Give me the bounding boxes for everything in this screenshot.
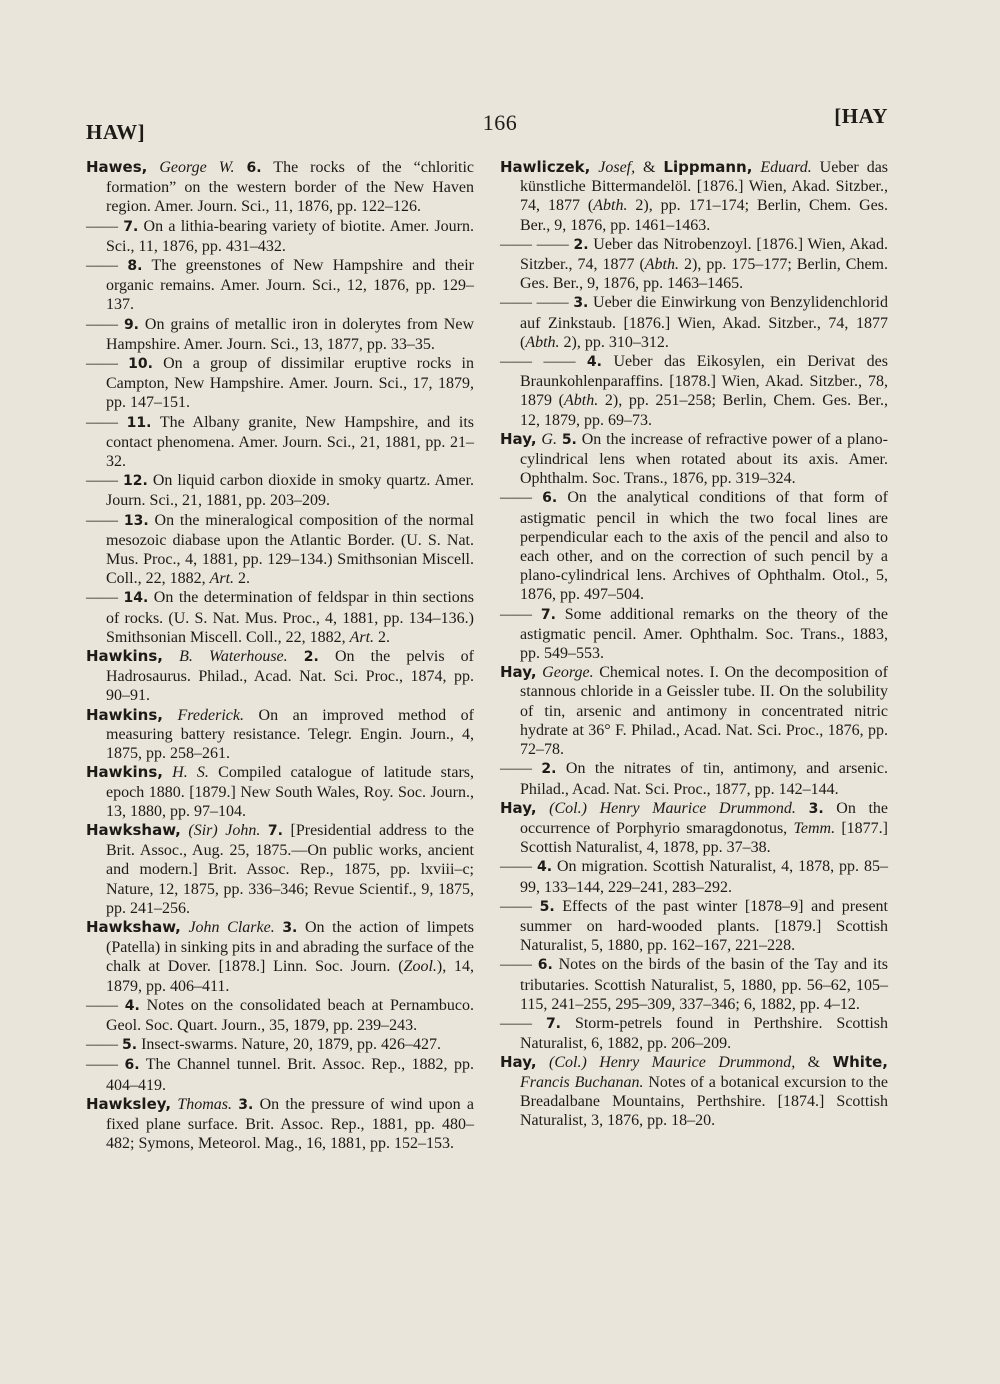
- bibliography-subentry: [500, 352, 888, 430]
- entry-text: 2.: [374, 628, 391, 646]
- italic-text: Abth.: [525, 333, 560, 351]
- entry-text: On the action of limpets (Patella) in sinking pits in and abrading the surface of the chalk at Dover. [1878.] Linn. Soc. Journ. (: [106, 918, 475, 976]
- author-name: White,: [832, 1053, 888, 1072]
- bibliography-entry: [500, 430, 888, 489]
- entry-number: 2.: [303, 649, 319, 666]
- entry-text: Insect-swarms. Nature, 20, 1879, pp. 426–427.: [137, 1036, 442, 1054]
- entry-text: On the determination of feldspar in thin sections of rocks. (U. S. Nat. Mus. Proc., 4, 1881, pp. 134–136.) Smithsonian Miscell. Coll., 22, 1882,: [106, 589, 475, 646]
- entry-number: 3.: [282, 919, 298, 936]
- italic-text: Abth.: [644, 256, 679, 274]
- entry-number: 6.: [537, 957, 553, 974]
- author-given-name: H. S.: [172, 764, 209, 782]
- entry-text: ——: [86, 1036, 122, 1054]
- entry-number: 4.: [124, 997, 140, 1014]
- entry-text: —— ——: [500, 294, 574, 312]
- author-given-name: Josef,: [598, 159, 636, 176]
- entry-number: 10.: [128, 356, 153, 373]
- entry-text: 2), pp. 251–258; Berlin, Chem. Ges. Ber., 12, 1879, pp. 69–73.: [520, 392, 888, 429]
- entry-text: The Channel tunnel. Brit. Assoc. Rep., 1882, pp. 404–419.: [106, 1056, 475, 1094]
- entry-text: Storm-petrels found in Perthshire. Scottish Naturalist, 6, 1882, pp. 206–209.: [520, 1014, 888, 1053]
- entry-number: 12.: [123, 473, 148, 490]
- author-name: Hawkshaw,: [86, 820, 181, 839]
- entry-text: 2), pp. 171–174; Berlin, Chem. Ges. Ber., 9, 1876, pp. 1461–1463.: [520, 197, 889, 234]
- bibliography-entry: [500, 158, 888, 235]
- italic-text: Art.: [349, 628, 375, 646]
- entry-number: 3.: [573, 295, 589, 312]
- entry-number: 6.: [124, 1057, 140, 1074]
- entry-text: —— ——: [500, 235, 574, 253]
- entry-number: 11.: [126, 414, 152, 431]
- bibliography-entry: [86, 763, 474, 821]
- entry-number: 6.: [246, 160, 262, 176]
- author-given-name: George W.: [159, 159, 235, 176]
- entry-text: [163, 648, 179, 665]
- entry-text: On the mineralogical composition of the normal mesozoic diabase upon the Atlantic Border. (U. S. Nat. Mus. Proc., 4, 1881, pp. 129–134.) Smithsonian Miscell. Coll., 22, 1882,: [106, 511, 474, 588]
- bibliography-subentry: [500, 605, 888, 664]
- entry-number: 7.: [540, 606, 556, 623]
- author-name: Lippmann,: [663, 158, 753, 176]
- entry-text: ——: [500, 1014, 546, 1032]
- entry-number: 6.: [542, 490, 558, 507]
- entry-text: On the nitrates of tin, antimony, and arsenic. Philad., Acad. Nat. Sci. Proc., 1877, pp. 142–144.: [520, 760, 889, 798]
- entry-text: ——: [86, 217, 124, 235]
- bibliography-subentry: [86, 588, 474, 647]
- entry-text: &: [635, 159, 664, 176]
- entry-number: 7.: [267, 822, 283, 839]
- entry-text: ——: [86, 589, 124, 607]
- entry-text: ——: [86, 1056, 125, 1074]
- entry-number: 5.: [561, 431, 577, 448]
- entry-text: [235, 159, 247, 176]
- bibliography-subentry: [86, 996, 474, 1035]
- author-given-name: Thomas.: [177, 1095, 233, 1113]
- italic-text: Abth.: [564, 392, 599, 410]
- author-name: Hawkins,: [86, 763, 163, 782]
- entry-text: On the occurrence of Porphyrio smaragdonotus,: [520, 799, 889, 837]
- entry-text: 2), pp. 175–177; Berlin, Chem. Ges. Ber., 9, 1876, pp. 1463–1465.: [520, 256, 889, 293]
- entry-text: ——: [86, 355, 129, 373]
- bibliography-subentry: [86, 1035, 474, 1055]
- entry-text: On grains of metallic iron in dolerytes from New Hampshire. Amer. Journ. Sci., 13, 1877, pp. 33–35.: [106, 315, 475, 353]
- author-given-name: Eduard.: [760, 159, 812, 176]
- author-name: Hay,: [500, 429, 537, 448]
- entry-text: ——: [86, 996, 125, 1014]
- entry-number: 4.: [586, 354, 602, 371]
- bibliography-subentry: [86, 1055, 474, 1094]
- entry-text: On migration. Scottish Naturalist, 4, 1878, pp. 85–99, 133–144, 229–241, 283–292.: [520, 858, 889, 896]
- bibliography-entry: [86, 1095, 474, 1154]
- bibliography-entry: [86, 158, 474, 217]
- entry-number: 7.: [123, 218, 139, 235]
- author-name: Hawkins,: [86, 705, 163, 724]
- italic-text: Abth.: [593, 197, 628, 215]
- author-given-name: Francis Buchanan.: [520, 1073, 644, 1091]
- author-given-name: John Clarke.: [188, 918, 275, 936]
- entry-text: The Albany granite, New Hampshire, and its contact phenomena. Amer. Journ. Sci., 21, 1881, pp. 21–32.: [106, 413, 475, 471]
- entry-text: [1877.] Scottish Naturalist, 4, 1878, pp. 37–38.: [520, 819, 888, 857]
- entry-number: 2.: [541, 761, 557, 778]
- bibliography-subentry: [86, 256, 474, 315]
- entry-text: On a lithia-bearing variety of biotite. Amer. Journ. Sci., 11, 1876, pp. 431–432.: [106, 217, 474, 255]
- entry-number: 14.: [123, 590, 149, 607]
- entry-text: 2.: [234, 570, 251, 588]
- entry-text: The greenstones of New Hampshire and their organic remains. Amer. Journ. Sci., 12, 1876, pp. 129–137.: [106, 257, 475, 314]
- entry-text: Notes of a botanical excursion to the Breadalbane Mountains, Perthshire. [1874.] Scottish Naturalist, 3, 1876, pp. 18–20.: [520, 1073, 888, 1129]
- author-given-name: (Col.) Henry Maurice Drummond.: [549, 799, 796, 817]
- entry-text: [163, 764, 172, 781]
- entry-text: Notes on the consolidated beach at Pernambuco. Geol. Soc. Quart. Journ., 35, 1879, pp. 239–243.: [106, 996, 474, 1034]
- entry-text: ——: [500, 605, 541, 623]
- left-column: [86, 158, 474, 1153]
- bibliography-subentry: [86, 354, 474, 413]
- entry-number: 13.: [123, 512, 149, 529]
- entry-text: Ueber die Einwirkung von Benzylidenchlorid auf Zinkstaub. [1876.] Wien, Akad. Sitzber., 74, 1877 (: [520, 294, 889, 351]
- bibliography-subentry: [500, 857, 888, 896]
- entry-text: [288, 648, 304, 665]
- entry-text: [537, 1054, 549, 1071]
- author-given-name: (Sir) John.: [188, 821, 261, 839]
- italic-text: Zool.: [403, 958, 437, 976]
- author-name: Hawkins,: [86, 647, 163, 666]
- author-name: Hawes,: [86, 158, 148, 176]
- entry-text: Effects of the past winter [1878–9] and present summer on hard-wooded plants. [1879.] Scottish Naturalist, 5, 1880, pp. 162–167, 221–228.: [520, 897, 889, 955]
- entry-number: 2.: [573, 236, 589, 253]
- author-given-name: Frederick.: [177, 706, 244, 724]
- entry-text: The rocks of the “chloritic formation” on the western border of the New Haven region. Amer. Journ. Sci., 11, 1876, pp. 122–126.: [106, 159, 475, 216]
- bibliography-subentry: [500, 897, 888, 956]
- entry-text: ——: [86, 472, 124, 490]
- bibliography-subentry: [86, 413, 474, 472]
- author-given-name: George.: [542, 664, 594, 682]
- running-head-left: HAW]: [86, 120, 146, 144]
- bibliography-subentry: [500, 955, 888, 1014]
- entry-text: ——: [86, 315, 124, 333]
- entry-text: [796, 800, 809, 817]
- entry-text: On the pressure of wind upon a fixed plane surface. Brit. Assoc. Rep., 1881, pp. 480–482; Symons, Meteorol. Mag., 16, 1881, pp. 152–153.: [106, 1095, 475, 1153]
- bibliography-entry: [86, 918, 474, 996]
- entry-text: Notes on the birds of the basin of the Tay and its tributaries. Scottish Naturalist, 5, 1880, pp. 56–62, 105–115, 241–255, 295–309, 337–346; 6, 1882, pp. 4–12.: [520, 956, 889, 1013]
- entry-text: Ueber das Nitrobenzoyl. [1876.] Wien, Akad. Sitzber., 74, 1877 (: [520, 235, 889, 274]
- bibliography-entry: [86, 706, 474, 764]
- entry-text: ——: [500, 956, 538, 974]
- bibliography-entry: [500, 663, 888, 759]
- bibliography-subentry: [500, 1014, 888, 1053]
- italic-text: Art.: [209, 570, 235, 588]
- entry-text: ), 14, 1879, pp. 406–411.: [106, 958, 475, 995]
- entry-text: —— ——: [500, 353, 587, 371]
- entry-text: ——: [86, 257, 128, 275]
- entry-number: 7.: [545, 1015, 561, 1032]
- entry-number: 8.: [127, 258, 143, 275]
- page-number: 166: [482, 110, 518, 135]
- bibliography-entry: [86, 647, 474, 706]
- author-name: Hawliczek,: [500, 158, 591, 176]
- entry-text: Chemical notes. I. On the decomposition of stannous chloride in a Geissler tube. II. On the solubility of tin, arsenic and antimony in concentrated nitric hydrate at 36° F. Philad., Acad. Nat. Sci. Proc., 1876, pp. 72–78.: [520, 664, 889, 759]
- entry-number: 9.: [123, 316, 139, 333]
- entry-number: 3.: [808, 800, 824, 817]
- author-name: Hay,: [500, 1053, 537, 1072]
- entry-number: 4.: [536, 859, 553, 876]
- bibliography-subentry: [500, 235, 888, 294]
- author-name: Hay,: [500, 663, 537, 682]
- bibliography-subentry: [500, 488, 888, 604]
- bibliography-entry: [86, 821, 474, 918]
- entry-text: Ueber das Eikosylen, ein Derivat des Braunkohlenparaffins. [1878.] Wien, Akad. Sitzber., 78, 1879 (: [520, 353, 888, 410]
- entry-text: ——: [500, 858, 537, 876]
- running-head-right: [HAY: [834, 104, 888, 128]
- entry-text: [147, 159, 159, 176]
- author-given-name: B. Waterhouse.: [179, 648, 288, 666]
- entry-text: On an improved method of measuring battery resistance. Telegr. Engin. Journ., 4, 1875, pp. 258–261.: [106, 706, 475, 763]
- bibliography-subentry: [500, 293, 888, 352]
- author-name: Hay,: [500, 798, 537, 817]
- bibliography-subentry: [86, 315, 474, 354]
- entry-text: ——: [500, 489, 543, 507]
- bibliography-entry: [500, 1053, 888, 1130]
- entry-text: [163, 707, 178, 724]
- entry-text: On the analytical conditions of that form of astigmatic pencil in which the two focal lines are perpendicular each to the axis of the pencil and also to each other, and on the correction of such pencil by a plano-cylindrical lens. Archives of Ophthalm. Otol., 5, 1876, pp. 497–504.: [520, 489, 889, 604]
- entry-number: 5.: [122, 1037, 138, 1054]
- entry-text: [537, 800, 550, 817]
- entry-number: 3.: [238, 1096, 254, 1113]
- entry-text: Ueber das künstliche Bittermandelöl. [1876.] Wien, Akad. Sitzber., 74, 1877 (: [520, 159, 889, 215]
- entry-text: On the pelvis of Hadrosaurus. Philad., Acad. Nat. Sci. Proc., 1874, pp. 90–91.: [106, 648, 474, 705]
- entry-text: [Presidential address to the Brit. Assoc., Aug. 25, 1875.—On public works, ancient and modern.] Brit. Assoc. Rep., 1875, pp. lxviii–c; Nature, 12, 1875, pp. 336–346; Revue Scientif., 9, 1875, pp. 241–256.: [106, 821, 475, 917]
- bibliography-subentry: [500, 759, 888, 798]
- entry-text: Some additional remarks on the theory of the astigmatic pencil. Amer. Ophthalm. Soc. Trans., 1883, pp. 549–553.: [520, 605, 888, 663]
- entry-text: ——: [86, 413, 127, 431]
- author-name: Hawksley,: [86, 1094, 172, 1113]
- entry-text: ——: [500, 897, 540, 915]
- bibliography-subentry: [86, 217, 474, 256]
- entry-number: 5.: [539, 898, 555, 915]
- entry-text: [260, 822, 268, 839]
- entry-text: On liquid carbon dioxide in smoky quartz. Amer. Journ. Sci., 21, 1881, pp. 203–209.: [106, 472, 475, 510]
- entry-text: 2), pp. 310–312.: [559, 333, 669, 351]
- italic-text: Temm.: [793, 819, 836, 837]
- bibliography-subentry: [86, 471, 474, 510]
- bibliography-entry: [500, 799, 888, 858]
- author-name: Hawkshaw,: [86, 917, 181, 936]
- entry-text: On the increase of refractive power of a plano-cylindrical lens when rotated about its axis. Amer. Ophthalm. Soc. Trans., 1876, pp. 319–324.: [520, 430, 889, 488]
- bibliography-subentry: [86, 511, 474, 589]
- author-given-name: G.: [541, 430, 557, 448]
- entry-text: On a group of dissimilar eruptive rocks in Campton, New Hampshire. Amer. Journ. Sci., 17, 1879, pp. 147–151.: [106, 355, 474, 412]
- entry-text: &: [795, 1054, 833, 1072]
- right-column: [500, 158, 888, 1130]
- entry-text: ——: [86, 511, 124, 529]
- author-given-name: (Col.) Henry Maurice Drummond,: [549, 1054, 796, 1072]
- entry-text: Compiled catalogue of latitude stars, epoch 1880. [1879.] New South Wales, Roy. Soc. Journ., 13, 1880, pp. 97–104.: [106, 764, 474, 820]
- entry-text: ——: [500, 760, 542, 778]
